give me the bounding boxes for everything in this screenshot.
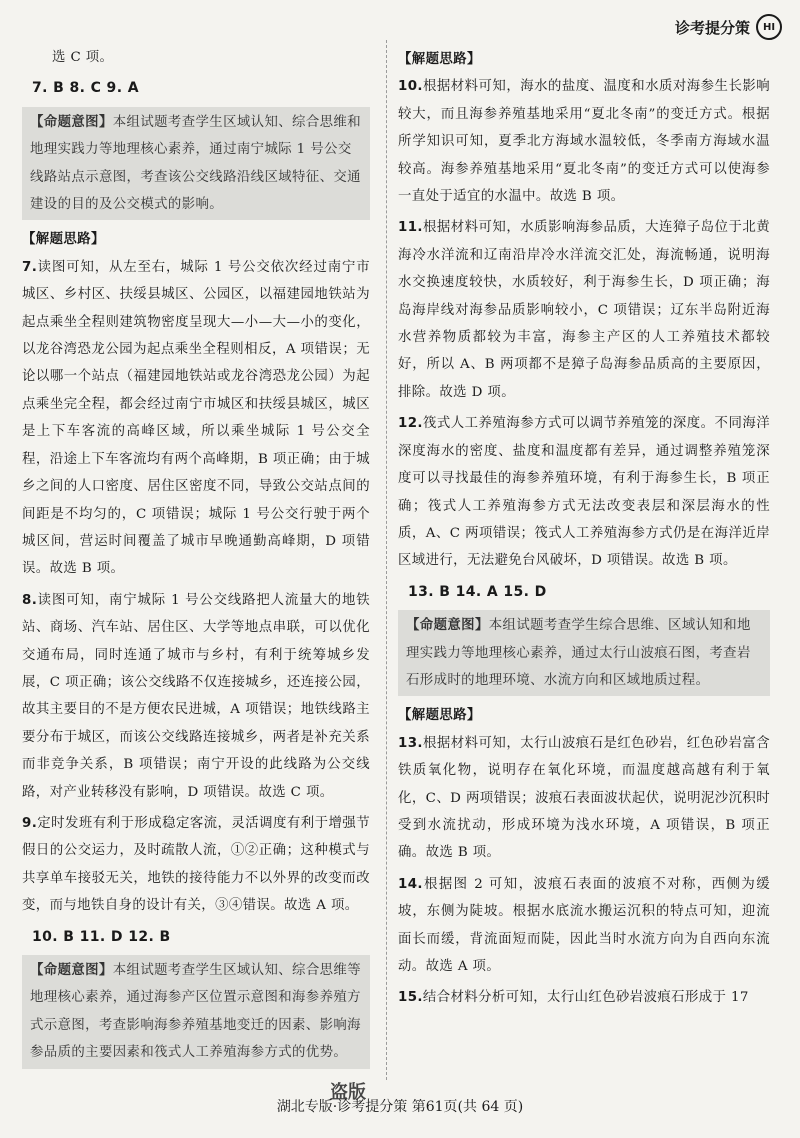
question-7	[22, 254, 370, 583]
question-9	[22, 810, 370, 920]
question-10	[398, 73, 770, 210]
question-11-text: 根据材料可知，水质影响海参品质，大连獐子岛位于北黄海冷水洋流和辽南沿岸冷水洋流交汇处，海流畅通，说明海水交换速度较快，水质较好，利于海参生长，D 项正确；海岛海岸线对海参品质影响较小，C 项错误；辽东半岛附近海水营养物质都较为丰富，海参主产区的人工养殖技术都较好，所以 A、B 两项都不是獐子岛海参品质高的主要原因，排除。故选 D 项。	[398, 220, 770, 400]
answers-10-12: 10. B 11. D 12. B	[32, 928, 171, 945]
intent-box-b	[22, 955, 370, 1069]
question-8-number: 8.	[22, 592, 38, 608]
brand-header	[675, 14, 782, 40]
solve-label-a: 【解题思路】	[22, 232, 105, 248]
question-9-number: 9.	[22, 815, 38, 831]
question-11-number: 11.	[398, 220, 423, 236]
question-15-text: 结合材料分析可知，太行山红色砂岩波痕石形成于 17	[422, 990, 749, 1006]
question-12	[398, 410, 770, 574]
intro-text: 选 C 项。	[52, 50, 114, 65]
intent-label-b: 【命题意图】	[30, 963, 113, 978]
question-8-text: 读图可知，南宁城际 1 号公交线路把人流量大的地铁站、商场、汽车站、居住区、大学等地点串联，可以优化交通布局，同时连通了城市与乡村，有利于统筹城乡发展，C 项正确；该公交线路不仅连接城乡，还连接公园，故其主要目的不是方便农民进城，A 项错误；地铁线路主要分布于城区，而该公交线路连接城乡，两者是补充关系而非竞争关系，B 项错误；南宁开设的此线路为公交线路，对产业转移没有影响，D 项错误。故选 C 项。	[22, 592, 370, 800]
intent-text-a: 本组试题考查学生区域认知、综合思维和地理实践力等地理核心素养，通过南宁城际 1 号公交线路站点示意图，考查该公交线路沿线区域特征、交通建设的目的及公交模式的影响。	[30, 114, 361, 213]
question-12-text: 筏式人工养殖海参方式可以调节养殖笼的深度。不同海洋深度海水的密度、盐度和温度都有差异，通过调整养殖笼深度可以寻找最佳的海参养殖环境，有利于海参生长，B 项正确；筏式人工养殖海参方式无法改变表层和深层海水的性质，A、C 两项错误；筏式人工养殖海参方式仍是在海洋近岸区域进行，无法避免台风破坏，D 项错误。故选 B 项。	[398, 416, 770, 569]
question-15	[398, 984, 770, 1011]
solve-label-b: 【解题思路】	[398, 52, 481, 67]
question-13	[398, 730, 770, 867]
question-14	[398, 871, 770, 981]
column-divider	[386, 40, 387, 1080]
question-8	[22, 587, 370, 806]
question-14-number: 14.	[398, 876, 423, 892]
intent-text-b: 本组试题考查学生区域认知、综合思维等地理核心素养，通过海参产区位置示意图和海参养殖方式示意图，考查影响海参养殖基地变迁的因素、影响海参品质的主要因素和筏式人工养殖海参方式的优势。	[30, 963, 361, 1061]
question-9-text: 定时发班有利于形成稳定客流，灵活调度有利于增强节假日的公交运力，及时疏散人流，①②正确；这种模式与共享单车接驳无关，地铁的接待能力不以外界的改变而改变，而与地铁自身的设计有关，③④错误。故选 A 项。	[22, 815, 370, 914]
intent-label-c: 【命题意图】	[406, 618, 489, 634]
question-7-number: 7.	[22, 259, 38, 275]
question-14-text: 根据图 2 可知，波痕石表面的波痕不对称，西侧为缓坡，东侧为陡坡。根据水底流水搬运沉积的特点可知，迎流面长而缓，背流面短而陡，因此当时水流方向为自西向东流动。故选 A 项。	[398, 876, 770, 974]
right-column	[398, 44, 770, 1016]
answers-13-15: 13. B 14. A 15. D	[408, 583, 547, 600]
question-15-number: 15.	[398, 990, 423, 1006]
intent-label-a: 【命题意图】	[30, 114, 113, 130]
question-13-text: 根据材料可知，太行山波痕石是红色砂岩，红色砂岩富含铁质氧化物，说明存在氧化环境，而温度越高越有利于氧化，C、D 两项错误；波痕石表面波状起伏，说明泥沙沉积时受到水流扰动，形成环境为浅水环境，A 项错误，B 项正确。故选 B 项。	[398, 735, 770, 861]
question-10-text: 根据材料可知，海水的盐度、温度和水质对海参生长影响较大，而且海参养殖基地采用“夏北冬南”的变迁方式。根据所学知识可知，夏季北方海域水温较低，冬季南方海域水温较高。海参养殖基地采用“夏北冬南”的变迁方式可以使海参一直处于适宜的水温中。故选 B 项。	[398, 79, 770, 205]
left-column	[22, 44, 370, 1075]
brand-logo-icon: HI	[756, 14, 782, 40]
intent-text-c: 本组试题考查学生综合思维、区域认知和地理实践力等地理核心素养，通过太行山波痕石图，考查岩石形成时的地理环境、水流方向和区域地质过程。	[406, 618, 751, 688]
question-12-number: 12.	[398, 416, 423, 432]
brand-name: 诊考提分策	[674, 18, 750, 37]
intent-box-c	[398, 610, 770, 696]
page-footer: 湖北专版·诊考提分策 第61页(共 64 页)	[276, 1099, 524, 1115]
intent-box-a	[22, 107, 370, 221]
question-13-number: 13.	[398, 735, 423, 751]
watermark-stamp: 盗版	[330, 1082, 366, 1103]
answers-7-9: 7. B 8. C 9. A	[32, 80, 139, 97]
solve-label-c: 【解题思路】	[398, 708, 481, 724]
question-10-number: 10.	[398, 79, 423, 95]
question-7-text: 读图可知，从左至右，城际 1 号公交依次经过南宁市城区、乡村区、扶绥县城区、公园区，以福建园地铁站为起点乘坐全程则建筑物密度呈现大—小—大—小的变化，以龙谷湾恐龙公园为起点乘坐全程则相反，A 项错误；无论以哪一个站点（福建园地铁站或龙谷湾恐龙公园）为起点乘坐完全程，都会经过南宁市城区和扶绥县城区，城区是上下车客流的高峰区域，所以乘坐城际 1 号公交全程，沿途上下车客流均有两个高峰期，B 项正确；由于城乡之间的人口密度、居住区密度不同，导致公交站点间的间距是不均匀的，C 项错误；城际 1 号公交行驶于两个城区间，营运时间覆盖了城市早晚通勤高峰期，D 项错误。故选 B 项。	[22, 259, 370, 577]
question-11	[398, 214, 770, 406]
